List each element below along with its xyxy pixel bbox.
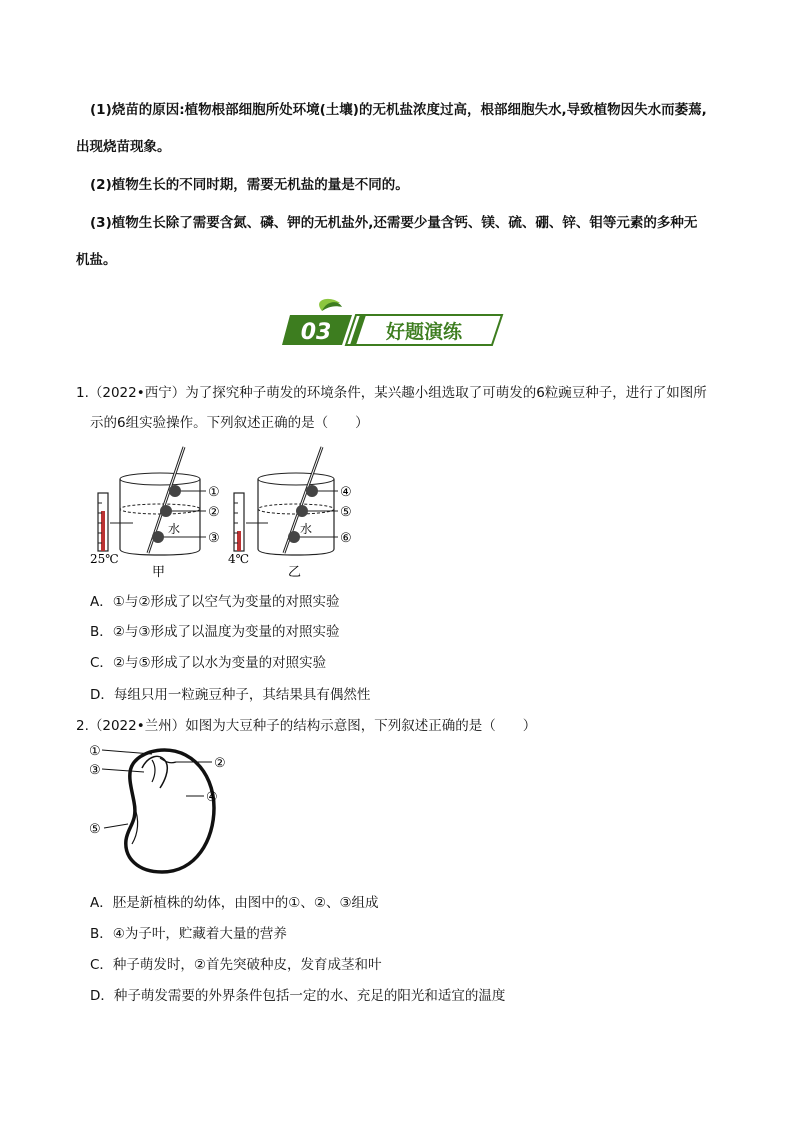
section-title: 好题演练 [385,321,463,343]
right-temperature: 4℃ [228,552,250,566]
question-1-figure [88,445,368,585]
question-1-option-d[interactable]: D．每组只用一粒豌豆种子，其结果具有偶然性 [90,687,371,703]
water-label-left: 水 [168,522,181,536]
section-number: 03 [300,320,332,345]
seed-label-4: ④ [206,790,218,805]
question-1-option-b[interactable]: B．②与③形成了以温度为变量的对照实验 [90,624,340,640]
label-6: ⑥ [340,531,352,546]
question-2-option-b[interactable]: B．④为子叶，贮藏着大量的营养 [90,926,287,942]
question-2-figure [86,740,246,880]
caption-yi: 乙 [288,565,302,580]
soybean-seed [126,750,214,872]
question-2-option-d[interactable]: D．种子萌发需要的外界条件包括一定的水、充足的阳光和适宜的温度 [90,988,506,1004]
seed-label-1: ① [89,744,101,759]
question-2-option-a[interactable]: A．胚是新植株的幼体，由图中的①、②、③组成 [90,895,379,911]
water-label-right: 水 [300,522,313,536]
knowledge-point-3-line1: (3)植物生长除了需要含氮、磷、钾的无机盐外,还需要少量含钙、镁、硫、硼、锌、钼等元素的多种无 [90,215,698,231]
seed-label-5: ⑤ [89,822,101,837]
question-1-stem-line2: 示的6组实验操作。下列叙述正确的是（ ） [90,415,369,431]
beaker-jia [120,447,200,555]
seed-label-3: ③ [89,763,101,778]
left-temperature: 25℃ [90,552,119,566]
label-4: ④ [340,485,352,500]
beaker-yi [258,447,334,555]
seed-label-2: ② [214,756,226,771]
thermometer-icon [234,493,244,551]
knowledge-point-2: (2)植物生长的不同时期，需要无机盐的量是不同的。 [90,177,409,193]
section-banner [282,297,504,349]
thermometer-icon [98,493,108,551]
knowledge-point-1-line1: (1)烧苗的原因:植物根部细胞所处环境(土壤)的无机盐浓度过高，根部细胞失水,导致植物因失水而萎蔫, [90,102,707,118]
question-1-option-a[interactable]: A．①与②形成了以空气为变量的对照实验 [90,594,340,610]
caption-jia: 甲 [152,565,166,580]
question-1-option-c[interactable]: C．②与⑤形成了以水为变量的对照实验 [90,655,327,671]
leaf-icon [319,299,342,311]
label-3: ③ [208,531,220,546]
label-5: ⑤ [340,505,352,520]
question-2-stem: 2.（2022•兰州）如图为大豆种子的结构示意图，下列叙述正确的是（ ） [76,718,537,734]
question-1-stem-line1: 1.（2022•西宁）为了探究种子萌发的环境条件，某兴趣小组选取了可萌发的6粒豌豆种子，进行了如图所 [76,385,707,401]
knowledge-point-1-line2: 出现烧苗现象。 [76,139,171,155]
label-2: ② [208,505,220,520]
label-1: ① [208,485,220,500]
question-2-option-c[interactable]: C．种子萌发时，②首先突破种皮，发育成茎和叶 [90,957,382,973]
knowledge-point-3-line2: 机盐。 [76,252,117,268]
